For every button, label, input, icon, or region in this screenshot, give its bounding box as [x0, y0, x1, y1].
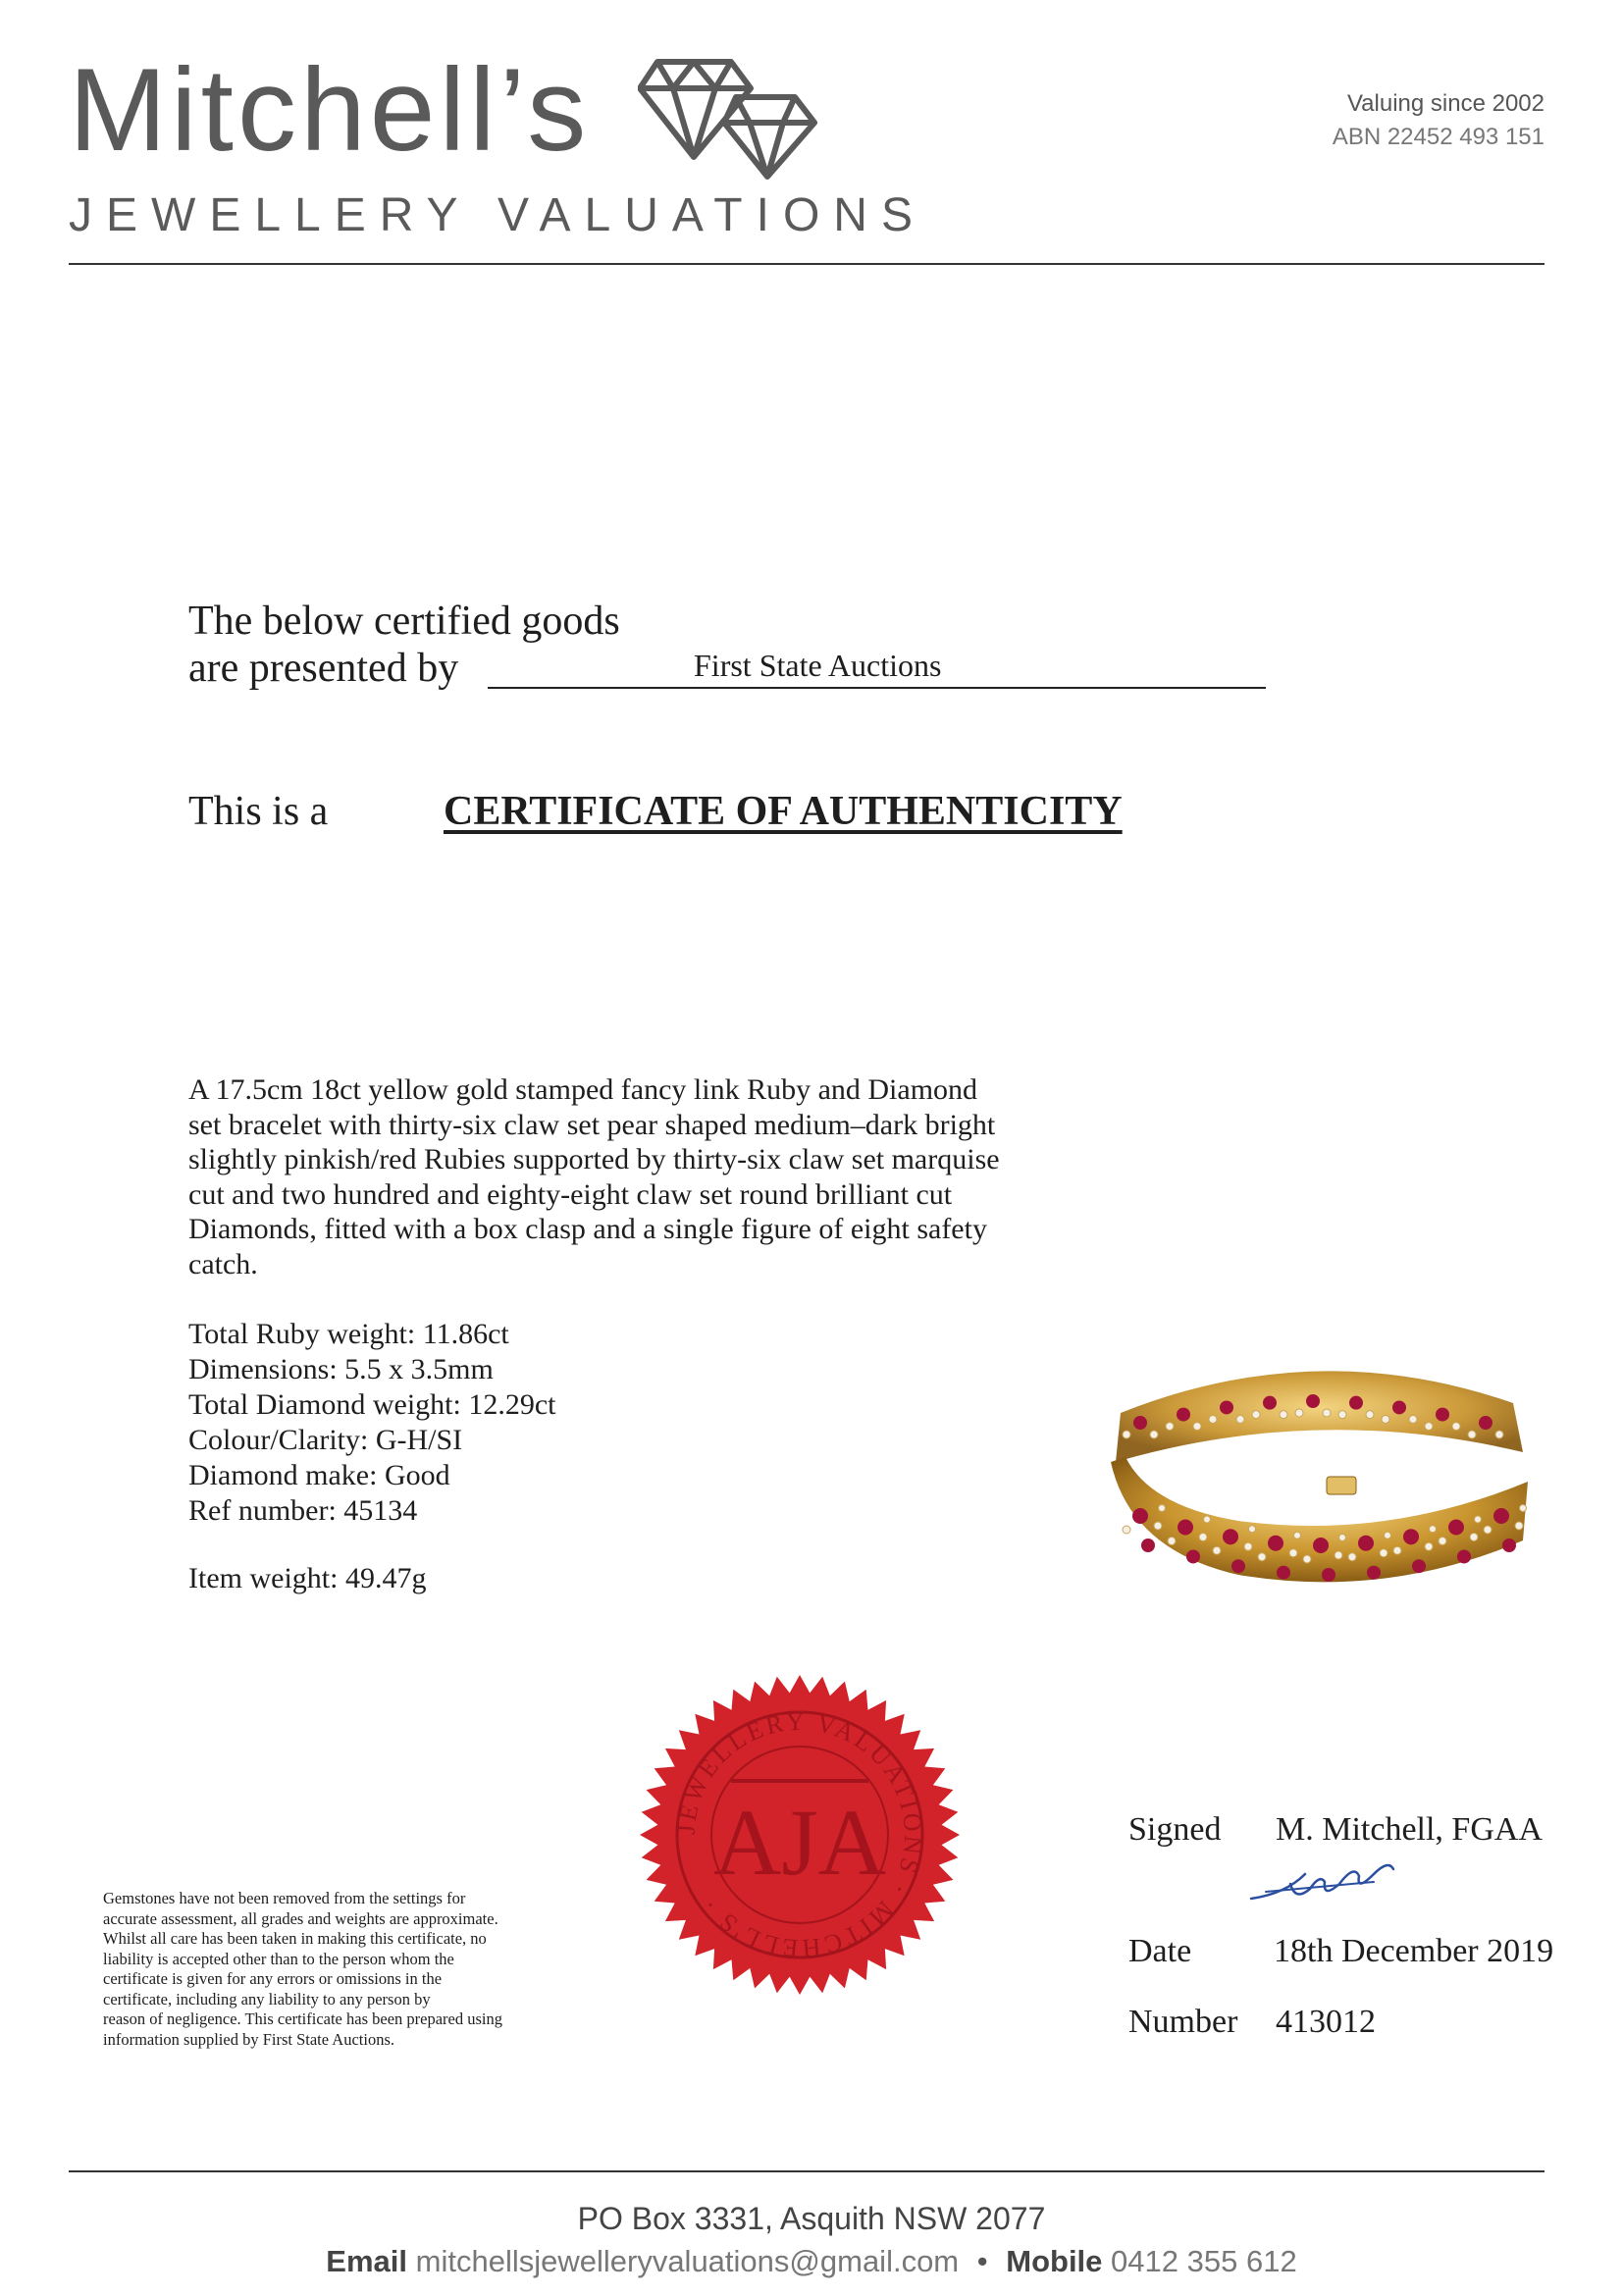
disclaimer-line: Whilst all care has been taken in making this certificate, no	[103, 1929, 487, 1948]
description-line: slightly pinkish/red Rubies supported by thirty-six claw set marquise	[188, 1143, 1000, 1175]
mobile-number[interactable]: 0412 355 612	[1111, 2244, 1297, 2278]
footer-rule	[69, 2170, 1544, 2172]
intro-line-2: are presented by	[188, 646, 459, 691]
bracelet-photo	[1091, 1344, 1543, 1599]
signer-name: M. Mitchell, FGAA	[1276, 1811, 1543, 1848]
seal-monogram: AJA	[712, 1790, 887, 1895]
description-line: cut and two hundred and eighty-eight claw set round brilliant cut	[188, 1177, 953, 1211]
item-description	[188, 1072, 1111, 1281]
footer-contact	[0, 2246, 1623, 2276]
diamond-make: Diamond make: Good	[188, 1459, 450, 1491]
disclaimer-line: liability is accepted other than to the person whom the	[103, 1949, 454, 1968]
email-label: Email	[326, 2244, 408, 2278]
disclaimer-line: Gemstones have not been removed from the settings for	[103, 1889, 466, 1907]
email-address[interactable]: mitchellsjewelleryvaluations@gmail.com	[415, 2244, 960, 2278]
ruby-weight: Total Ruby weight: 11.86ct	[188, 1318, 509, 1350]
intro-line-1: The below certified goods	[188, 599, 620, 644]
date-value: 18th December 2019	[1274, 1933, 1554, 1969]
separator: •	[976, 2244, 988, 2278]
header-rule	[69, 263, 1544, 265]
wax-seal	[638, 1673, 962, 1997]
disclaimer-line: certificate is given for any errors or omissions in the	[103, 1969, 443, 1988]
colour-clarity: Colour/Clarity: G-H/SI	[188, 1424, 463, 1456]
ref-number: Ref number: 45134	[188, 1494, 418, 1527]
specifications	[188, 1317, 556, 1529]
date-label: Date	[1128, 1933, 1192, 1969]
description-line: Diamonds, fitted with a box clasp and a single figure of eight safety	[188, 1213, 987, 1245]
number-value: 413012	[1276, 2004, 1376, 2040]
diamond-logo-icon	[638, 54, 824, 182]
footer-address: PO Box 3331, Asquith NSW 2077	[577, 2201, 1046, 2236]
signed-label: Signed	[1128, 1811, 1222, 1848]
seal-text: JEWELLERY VALUATIONS · MITCHELL'S ·	[671, 1706, 928, 1963]
abn-number: ABN 22452 493 151	[1332, 124, 1544, 150]
description-line: set bracelet with thirty-six claw set pear shaped medium–dark bright	[188, 1108, 996, 1141]
diamond-weight: Total Diamond weight: 12.29ct	[188, 1388, 556, 1421]
certificate-title: CERTIFICATE OF AUTHENTICITY	[444, 789, 1123, 834]
item-weight: Item weight: 49.47g	[188, 1562, 427, 1594]
logo-name: Mitchell’s	[69, 44, 591, 176]
description-line: catch.	[188, 1247, 258, 1280]
disclaimer-line: certificate, including any liability to any person by	[103, 1989, 431, 2009]
disclaimer	[103, 1889, 594, 2050]
logo-subtitle: JEWELLERY VALUATIONS	[69, 189, 926, 241]
disclaimer-line: information supplied by First State Auctions.	[103, 2029, 394, 2049]
tagline: Valuing since 2002	[1346, 90, 1544, 117]
this-is-a-label: This is a	[188, 789, 329, 834]
description-line: A 17.5cm 18ct yellow gold stamped fancy link Ruby and Diamond	[188, 1073, 978, 1106]
disclaimer-line: accurate assessment, all grades and weights are approximate.	[103, 1908, 498, 1928]
number-label: Number	[1128, 2004, 1238, 2040]
handwritten-signature	[1246, 1854, 1403, 1913]
presenter-name: First State Auctions	[694, 648, 942, 683]
dimensions: Dimensions: 5.5 x 3.5mm	[188, 1353, 494, 1385]
mobile-label: Mobile	[1006, 2244, 1103, 2278]
disclaimer-line: reason of negligence. This certificate has been prepared using	[103, 2009, 502, 2028]
presenter-underline	[488, 687, 1266, 689]
